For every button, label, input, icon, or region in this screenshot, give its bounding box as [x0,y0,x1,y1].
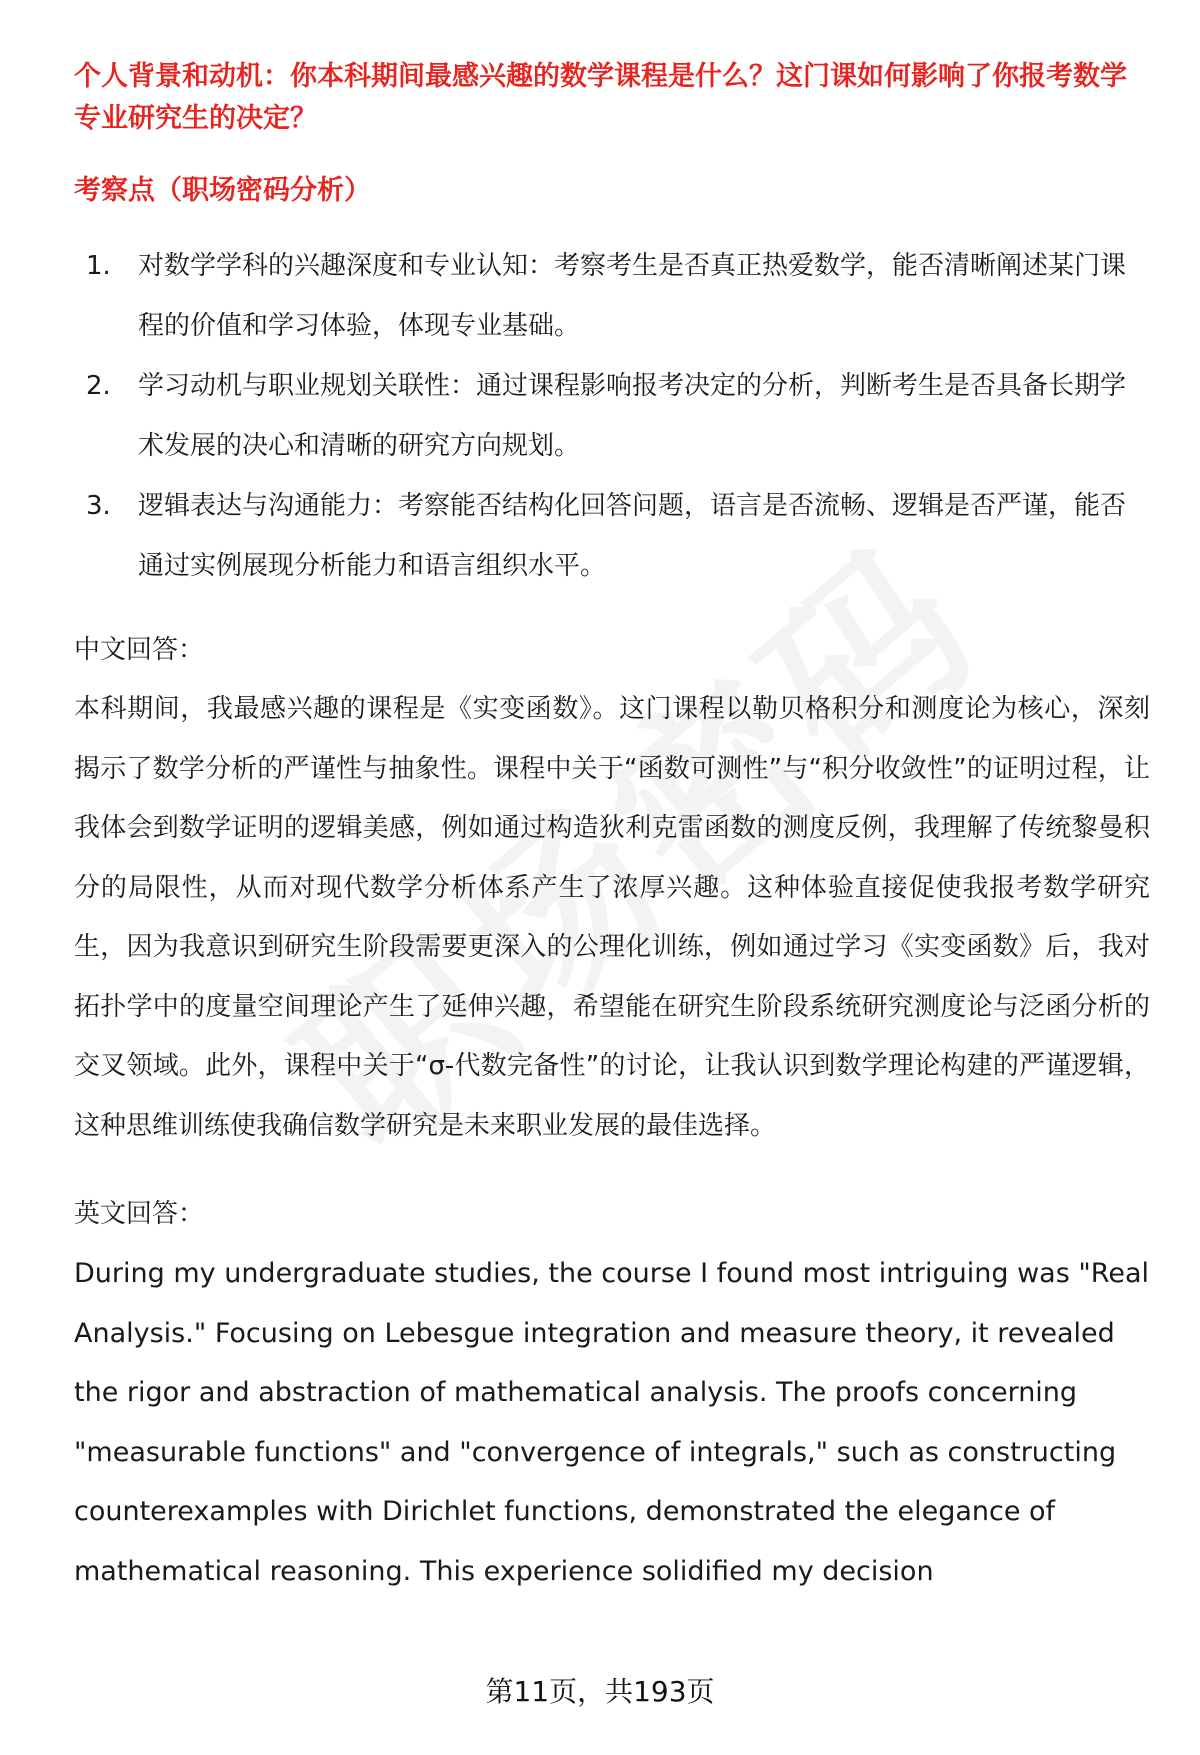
english-answer-text: During my undergraduate studies, the course I found most intriguing was "Real Analysis." Focusing on Lebesgue integration and measure theory, it revealed the rigor and abstraction of mathematical analysis. The proofs concerning "measurable functions" and "convergence of integrals," such as constructing counterexamples with Dirichlet functions, demonstrated the elegance of mathematical reasoning. This experience solidified my decision [74,1258,1150,1587]
assessment-points-list [74,236,1150,596]
assessment-point [74,476,1150,596]
assessment-point [74,236,1150,356]
point-text: 学习动机与职业规划关联性：通过课程影响报考决定的分析，判断考生是否具备长期学术发展的决心和清晰的研究方向规划。 [138,371,1127,461]
english-answer-label: 英文回答： [74,1199,205,1229]
point-number: 2. [86,371,111,401]
chinese-answer-label: 中文回答： [74,635,205,665]
chinese-answer-text: 本科期间，我最感兴趣的课程是《实变函数》。这门课程以勒贝格积分和测度论为核心，深刻揭示了数学分析的严谨性与抽象性。课程中关于“函数可测性”与“积分收敛性”的证明过程，让我体会到数学证明的逻辑美感，例如通过构造狄利克雷函数的测度反例，我理解了传统黎曼积分的局限性，从而对现代数学分析体系产生了浓厚兴趣。这种体验直接促使我报考数学研究生，因为我意识到研究生阶段需要更深入的公理化训练，例如通过学习《实变函数》后，我对拓扑学中的度量空间理论产生了延伸兴趣，希望能在研究生阶段系统研究测度论与泛函分析的交叉领域。此外，课程中关于“σ-代数完备性”的讨论，让我认识到数学理论构建的严谨逻辑，这种思维训练使我确信数学研究是未来职业发展的最佳选择。 [74,694,1150,1141]
document-page [74,56,1150,1601]
point-number: 3. [86,491,111,521]
assessment-point [74,356,1150,476]
point-number: 1. [86,251,111,281]
page-number: 第11页，共193页 [485,1675,715,1708]
assessment-heading: 考察点（职场密码分析） [74,175,371,206]
point-text: 对数学学科的兴趣深度和专业认知：考察考生是否真正热爱数学，能否清晰阐述某门课程的价值和学习体验，体现专业基础。 [138,251,1127,341]
point-text: 逻辑表达与沟通能力：考察能否结构化回答问题，语言是否流畅、逻辑是否严谨，能否通过实例展现分析能力和语言组织水平。 [138,491,1127,581]
question-title: 个人背景和动机：你本科期间最感兴趣的数学课程是什么？这门课如何影响了你报考数学专业研究生的决定？ [74,61,1127,134]
